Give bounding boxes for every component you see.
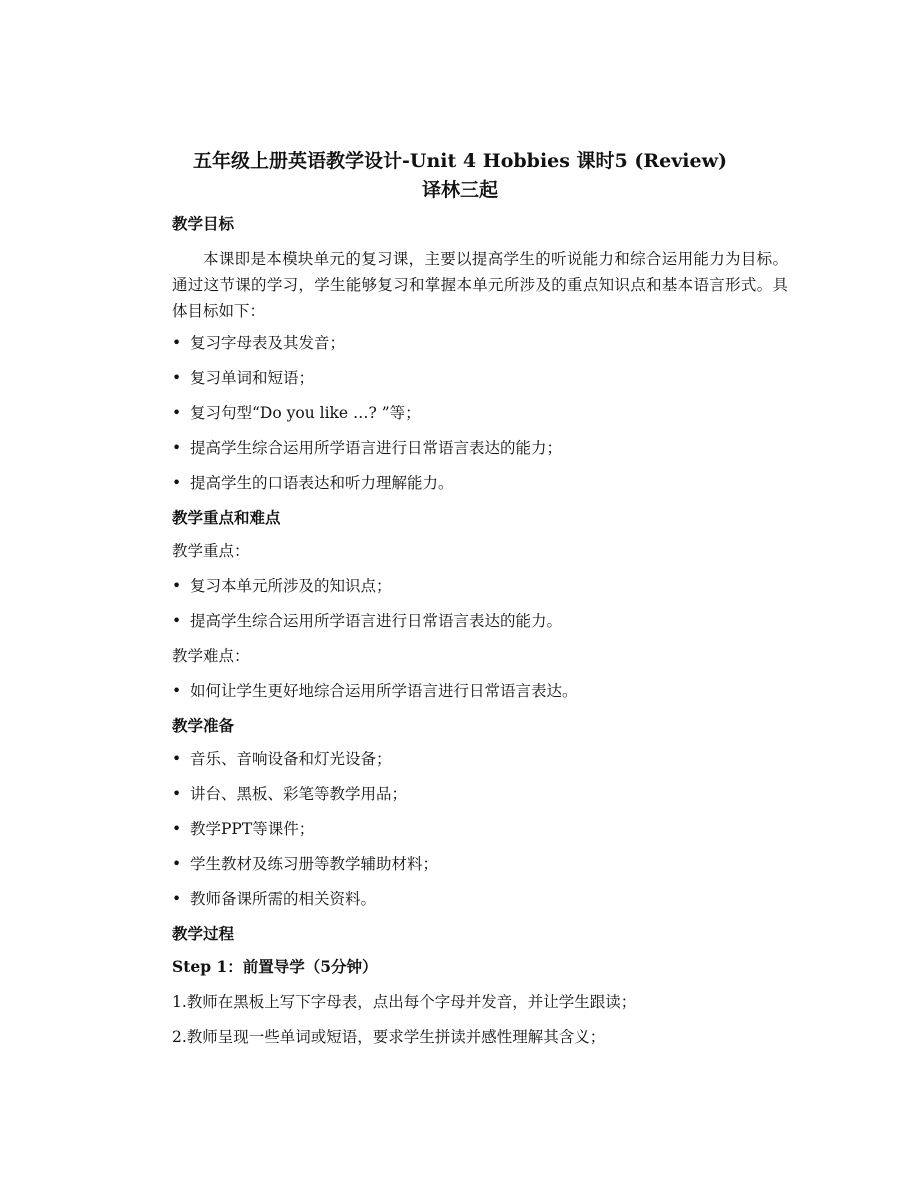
bullet-icon: • — [172, 820, 182, 838]
step1-title: Step 1：前置导学（5分钟） — [172, 957, 378, 976]
bullet-icon: • — [172, 785, 182, 803]
list-item — [172, 367, 788, 402]
section-heading-preparation: 教学准备 — [172, 716, 235, 735]
list-item-text: 教师备课所需的相关资料。 — [190, 890, 377, 908]
section-heading-objectives: 教学目标 — [172, 214, 235, 233]
document-title-line2: 译林三起 — [421, 179, 498, 201]
bullet-icon: • — [172, 890, 182, 908]
focus-label: 教学重点： — [172, 542, 250, 560]
list-item — [172, 748, 788, 783]
bullet-icon: • — [172, 439, 182, 457]
section-heading-process: 教学过程 — [172, 924, 235, 943]
list-item-text: 教学PPT等课件； — [190, 820, 315, 838]
bullet-icon: • — [172, 334, 182, 352]
bullet-icon: • — [172, 612, 182, 630]
list-item-text: 如何让学生更好地综合运用所学语言进行日常语言表达。 — [190, 682, 578, 700]
list-item-text: 复习句型“Do you like …? ”等； — [190, 404, 421, 422]
bullet-icon: • — [172, 577, 182, 595]
list-item — [172, 402, 788, 437]
list-item: 2.教师呈现一些单词或短语，要求学生拼读并感性理解其含义； — [172, 1028, 606, 1046]
list-item-text: 复习字母表及其发音； — [190, 334, 346, 352]
list-item — [172, 610, 788, 645]
list-item — [172, 472, 788, 507]
list-item-text: 提高学生的口语表达和听力理解能力。 — [190, 474, 454, 492]
document-body — [172, 213, 788, 1061]
list-item — [172, 783, 788, 818]
list-item-text: 复习本单元所涉及的知识点； — [190, 577, 392, 595]
bullet-icon: • — [172, 750, 182, 768]
list-item — [172, 575, 788, 610]
list-item: 1.教师在黑板上写下字母表，点出每个字母并发音，并让学生跟读； — [172, 993, 637, 1011]
list-item — [172, 680, 788, 715]
bullet-icon: • — [172, 855, 182, 873]
bullet-icon: • — [172, 404, 182, 422]
difficulty-label: 教学难点： — [172, 647, 250, 665]
bullet-icon: • — [172, 474, 182, 492]
objectives-intro-paragraph: 本课即是本模块单元的复习课，主要以提高学生的听说能力和综合运用能力为目标。通过这节课的学习，学生能够复习和掌握本单元所涉及的重点知识点和基本语言形式。具体目标如下： — [172, 250, 788, 320]
list-item-text: 提高学生综合运用所学语言进行日常语言表达的能力； — [190, 439, 563, 457]
list-item-text: 提高学生综合运用所学语言进行日常语言表达的能力。 — [190, 612, 563, 630]
list-item — [172, 888, 788, 923]
list-item — [172, 818, 788, 853]
document-title-line1: 五年级上册英语教学设计-Unit 4 Hobbies 课时5 (Review) — [193, 150, 727, 172]
list-item — [172, 332, 788, 367]
bullet-icon: • — [172, 682, 182, 700]
section-heading-keypoints: 教学重点和难点 — [172, 508, 281, 527]
bullet-icon: • — [172, 369, 182, 387]
list-item-text: 音乐、音响设备和灯光设备； — [190, 750, 392, 768]
list-item-text: 学生教材及练习册等教学辅助材料； — [190, 855, 439, 873]
list-item — [172, 437, 788, 472]
list-item-text: 复习单词和短语； — [190, 369, 315, 387]
list-item-text: 讲台、黑板、彩笔等教学用品； — [190, 785, 408, 803]
list-item — [172, 853, 788, 888]
